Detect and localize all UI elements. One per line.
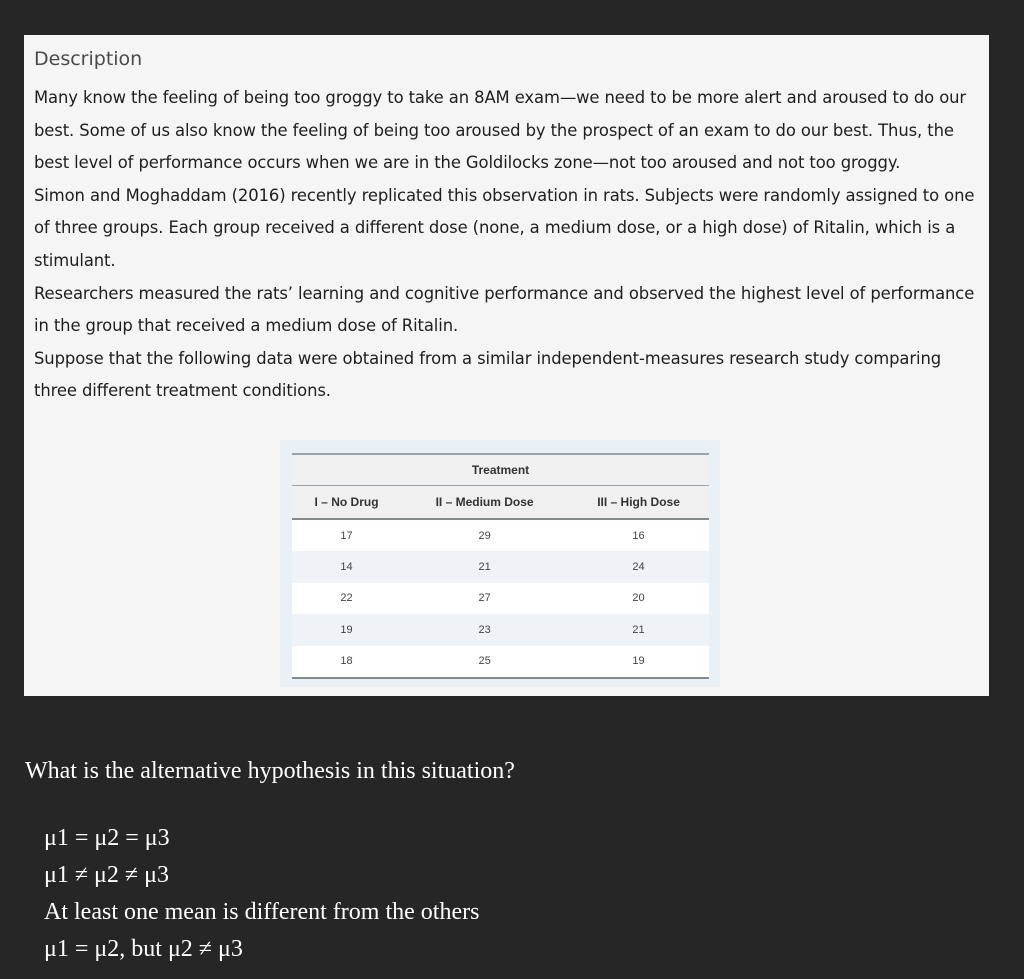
table-cell: 20 (568, 583, 709, 614)
table-cell: 23 (401, 614, 568, 645)
table-cell: 24 (568, 551, 709, 582)
table-cell: 17 (292, 519, 401, 551)
description-paragraph: Simon and Moghaddam (2016) recently replicated this observation in rats. Subjects were randomly assigned to one of three groups. Each group received a different dose (none, a medium dose, or a high dose) of Ritalin, which is a stimulant. (34, 185, 975, 270)
table-cell: 27 (401, 583, 568, 614)
description-title: Description (34, 48, 143, 70)
table-row (292, 551, 709, 582)
table-cell: 21 (568, 614, 709, 645)
description-card (24, 35, 989, 696)
table-group-header: Treatment (292, 454, 709, 486)
answer-option-partial-equal[interactable]: μ1 = μ2, but μ2 ≠ μ3 (44, 936, 243, 962)
table-cell: 16 (568, 519, 709, 551)
table-row (292, 614, 709, 645)
table-cell: 19 (292, 614, 401, 645)
table-row (292, 519, 709, 551)
column-header-high-dose: III – High Dose (568, 486, 709, 520)
description-paragraph: Researchers measured the rats’ learning and cognitive performance and observed the highest level of performance in the group that received a medium dose of Ritalin. (34, 283, 975, 336)
answer-option-at-least-one-different[interactable]: At least one mean is different from the others (44, 899, 480, 925)
answer-option-all-unequal[interactable]: μ1 ≠ μ2 ≠ μ3 (44, 862, 169, 888)
table-cell: 25 (401, 646, 568, 678)
answer-option-all-equal[interactable]: μ1 = μ2 = μ3 (44, 825, 170, 851)
table-cell: 22 (292, 583, 401, 614)
treatment-table-container (280, 440, 720, 687)
description-paragraph: Suppose that the following data were obtained from a similar independent-measures research study comparing three different treatment conditions. (34, 348, 942, 401)
table-cell: 19 (568, 646, 709, 678)
column-header-medium-dose: II – Medium Dose (401, 486, 568, 520)
answer-options (44, 820, 479, 968)
description-paragraph: Many know the feeling of being too groggy to take an 8AM exam—we need to be more alert and aroused to do our best. Some of us also know the feeling of being too aroused by the prospect of an exam to do our best. Thus, the best level of performance occurs when we are in the Goldilocks zone—not too aroused and not too groggy. (34, 88, 967, 173)
treatment-table (292, 453, 709, 679)
table-cell: 18 (292, 646, 401, 678)
table-row (292, 646, 709, 678)
table-cell: 21 (401, 551, 568, 582)
table-cell: 29 (401, 519, 568, 551)
question-text: What is the alternative hypothesis in this situation? (25, 758, 515, 784)
table-cell: 14 (292, 551, 401, 582)
column-header-no-drug: I – No Drug (292, 486, 401, 520)
table-row (292, 583, 709, 614)
